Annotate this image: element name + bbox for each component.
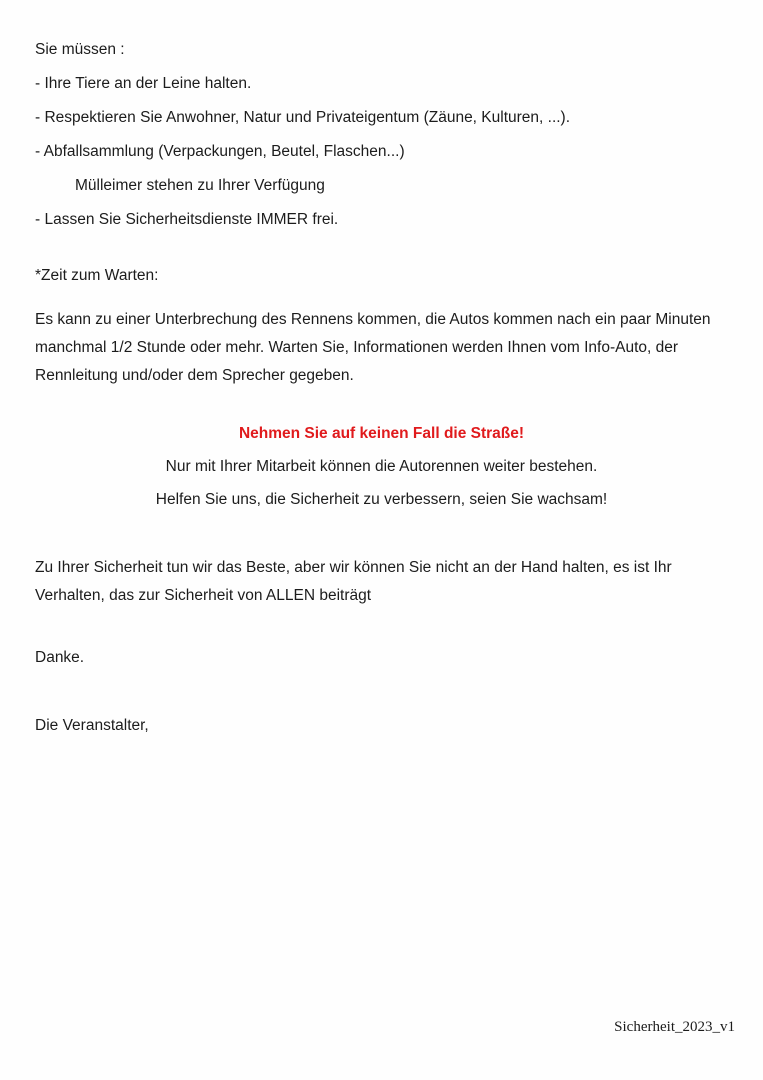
- document-heading: Sie müssen :: [35, 41, 125, 58]
- document-version-footer: Sicherheit_2023_v1: [614, 1019, 735, 1035]
- rule-item: - Abfallsammlung (Verpackungen, Beutel, Flaschen...): [35, 143, 405, 160]
- centered-line: Nur mit Ihrer Mitarbeit können die Autorennen weiter bestehen.: [165, 458, 598, 475]
- waiting-heading: *Zeit zum Warten:: [35, 267, 159, 284]
- warning-text: Nehmen Sie auf keinen Fall die Straße!: [238, 425, 525, 442]
- rule-sub-item: Mülleimer stehen zu Ihrer Verfügung: [75, 177, 325, 194]
- thanks-text: Danke.: [35, 649, 85, 666]
- waiting-paragraph: Es kann zu einer Unterbrechung des Rennens kommen, die Autos kommen nach ein paar Minuten manchmal 1/2 Stunde oder mehr. Warten Sie, Informationen werden Ihnen vom Info-Auto, der Rennleitung und/oder dem Sprecher gegeben.: [35, 311, 711, 384]
- rule-item: - Respektieren Sie Anwohner, Natur und Privateigentum (Zäune, Kulturen, ...).: [35, 109, 571, 126]
- closing-paragraph: Zu Ihrer Sicherheit tun wir das Beste, aber wir können Sie nicht an der Hand halten, es ist Ihr Verhalten, das zur Sicherheit von ALLEN beiträgt: [35, 559, 672, 604]
- rule-item: - Ihre Tiere an der Leine halten.: [35, 75, 252, 92]
- signature-text: Die Veranstalter,: [35, 717, 149, 734]
- rule-item: - Lassen Sie Sicherheitsdienste IMMER frei.: [35, 211, 339, 228]
- centered-line: Helfen Sie uns, die Sicherheit zu verbessern, seien Sie wachsam!: [155, 491, 608, 508]
